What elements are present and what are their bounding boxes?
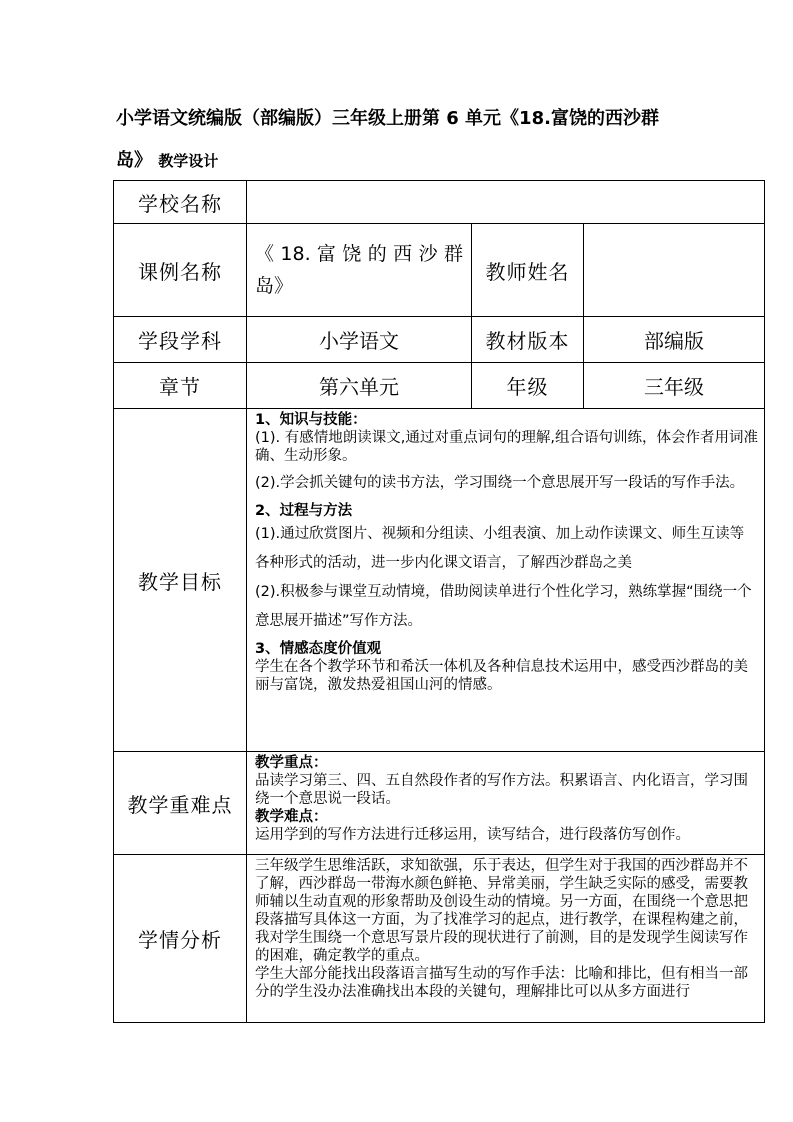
row-subject	[114, 317, 765, 363]
row-teaching-goals	[114, 409, 765, 752]
goals-label: 教学目标	[114, 409, 247, 752]
lesson-value-line1: 《 18. 富 饶 的 西 沙 群	[255, 243, 463, 265]
row-chapter	[114, 363, 765, 409]
goals-heading-emotion: 3、情感态度价值观	[255, 641, 382, 657]
analysis-paragraph-2: 学生大部分能找出段落语言描写生动的写作手法：比喻和排比，但有相当一部分的学生没办法准确找出本段的关键句，理解排比可以从多方面进行	[255, 966, 748, 1000]
school-label: 学校名称	[114, 181, 247, 224]
goals-item-1: (1). 有感情地朗读课文,通过对重点词句的理解,组合语句训练，体会作者用词准确、生动形象。	[255, 430, 758, 464]
document-title-line1: 小学语文统编版（部编版）三年级上册第 6 单元《18.富饶的西沙群	[116, 108, 659, 129]
grade-value: 三年级	[584, 363, 765, 409]
chapter-label: 章节	[114, 363, 247, 409]
key-content	[247, 752, 765, 855]
chapter-value: 第六单元	[247, 363, 472, 409]
row-student-analysis	[114, 855, 765, 1023]
key-heading-focus: 教学重点：	[255, 755, 328, 771]
key-label: 教学重难点	[114, 752, 247, 855]
teacher-label: 教师姓名	[472, 224, 584, 317]
key-difficulty-text: 运用学到的写作方法进行迁移运用，读写结合，进行段落仿写创作。	[255, 827, 690, 843]
subject-label: 学段学科	[114, 317, 247, 363]
lesson-label: 课例名称	[114, 224, 247, 317]
title-doc-type: 教学设计	[158, 152, 219, 170]
school-value	[247, 181, 765, 224]
key-heading-difficulty: 教学难点：	[255, 809, 328, 825]
subject-value: 小学语文	[247, 317, 472, 363]
goals-item-4: (2).积极参与课堂互动情境，借助阅读单进行个性化学习，熟练掌握“围绕一个意思展开描述”写作方法。	[255, 584, 752, 629]
lesson-plan-table	[113, 180, 765, 1023]
key-focus-text: 品读学习第三、四、五自然段作者的写作方法。积累语言、内化语言，学习围绕一个意思说一段话。	[255, 773, 748, 807]
analysis-content	[247, 855, 765, 1023]
goals-heading-process: 2、过程与方法	[255, 503, 353, 519]
edition-value: 部编版	[584, 317, 765, 363]
goals-heading-knowledge: 1、知识与技能：	[255, 412, 367, 428]
grade-label: 年级	[472, 363, 584, 409]
document-title-line2	[116, 138, 686, 184]
title-lesson-tail: 岛》	[116, 150, 152, 171]
goals-content	[247, 409, 765, 752]
row-lesson	[114, 224, 765, 317]
lesson-value	[247, 224, 472, 317]
row-school	[114, 181, 765, 224]
analysis-label: 学情分析	[114, 855, 247, 1023]
lesson-value-line2: 岛》	[255, 275, 294, 297]
edition-label: 教材版本	[472, 317, 584, 363]
row-key-points	[114, 752, 765, 855]
goals-item-2: (2).学会抓关键句的读书方法，学习围绕一个意思展开写一段话的写作手法。	[255, 475, 745, 491]
analysis-paragraph-1: 三年级学生思维活跃，求知欲强，乐于表达，但学生对于我国的西沙群岛并不了解，西沙群岛一带海水颜色鲜艳、异常美丽，学生缺乏实际的感受，需要教师辅以生动直观的形象帮助及创设生动的情境。另一方面，在围绕一个意思把段落描写具体这一方面，为了找准学习的起点，进行教学，在课程构建之前，我对学生围绕一个意思写景片段的现状进行了前测，目的是发现学生阅读写作的困难，确定教学的重点。	[255, 858, 748, 964]
teacher-value	[584, 224, 765, 317]
goals-item-3: (1).通过欣赏图片、视频和分组读、小组表演、加上动作读课文、师生互读等各种形式的活动，进一步内化课文语言，了解西沙群岛之美	[255, 526, 745, 571]
goals-item-5: 学生在各个教学环节和希沃一体机及各种信息技术运用中，感受西沙群岛的美丽与富饶，激发热爱祖国山河的情感。	[255, 659, 748, 693]
